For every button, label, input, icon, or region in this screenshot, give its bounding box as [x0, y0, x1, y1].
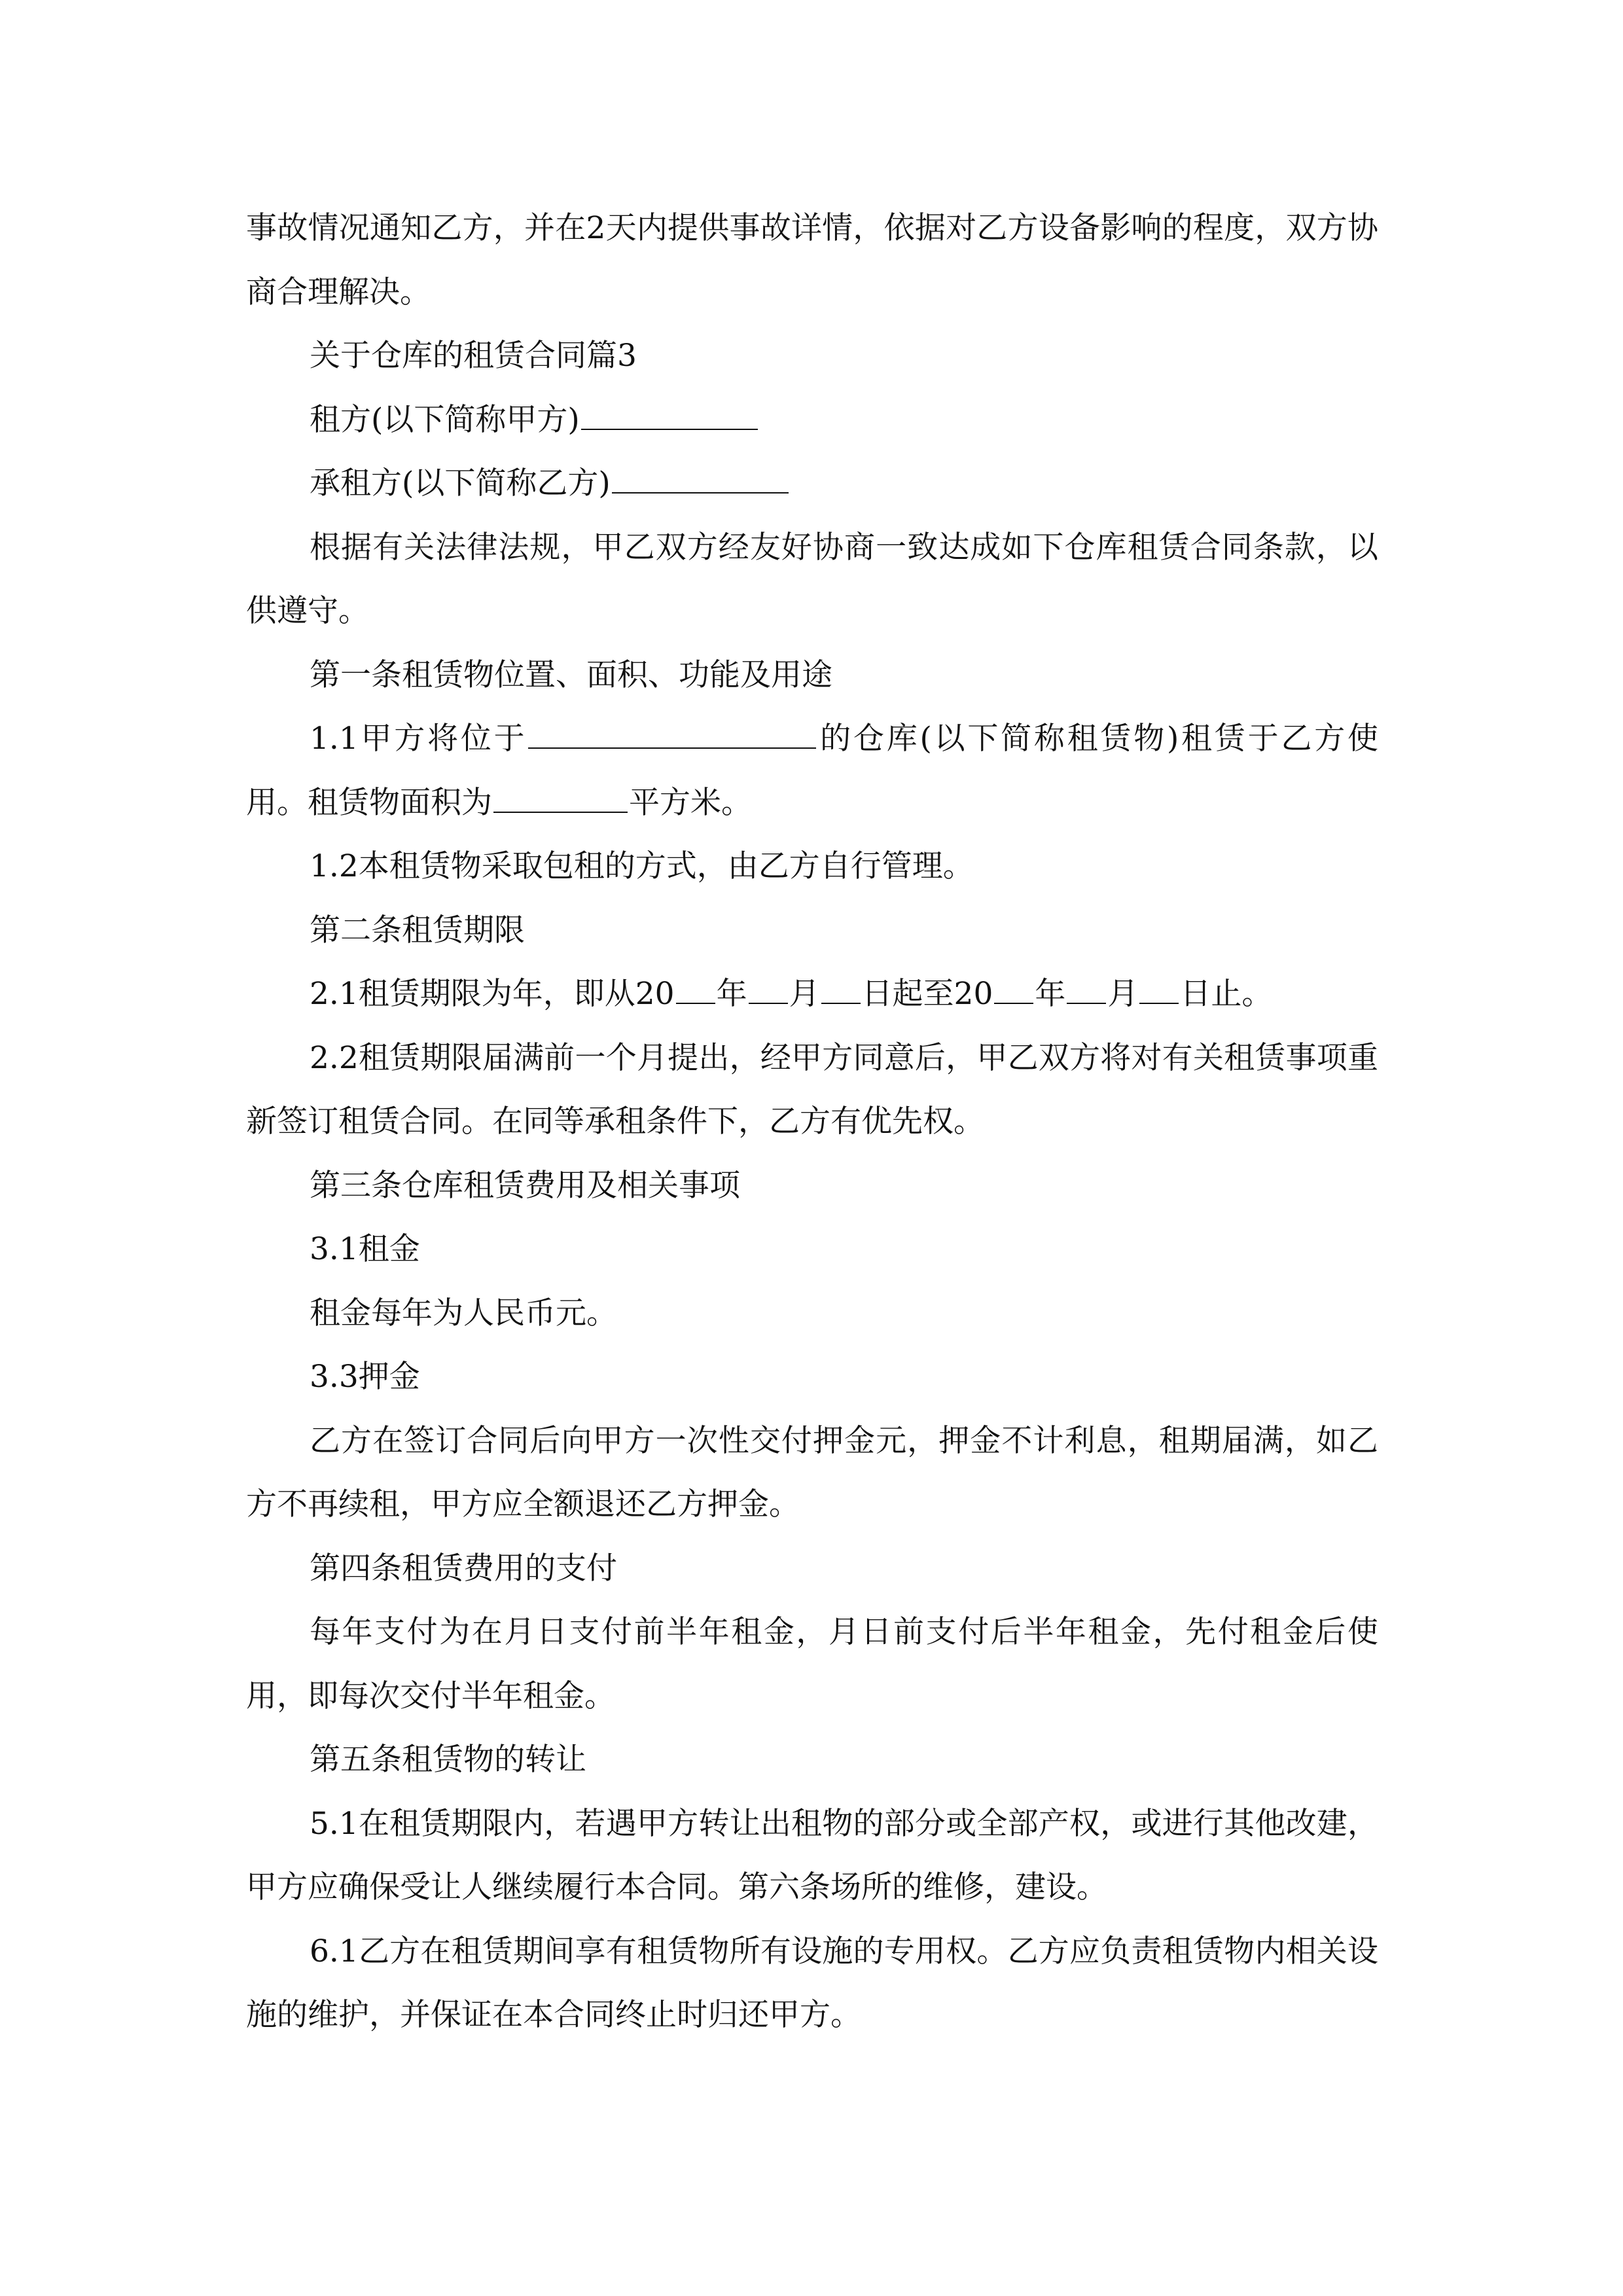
paragraph: 乙方在签订合同后向甲方一次性交付押金元，押金不计利息，租期届满，如乙方不再续租，甲方应全额退还乙方押金。 [246, 1422, 1378, 1522]
paragraph: 租金每年为人民币元。 [310, 1295, 617, 1331]
paragraph: 每年支付为在月日支付前半年租金，月日前支付后半年租金，先付租金后使用，即每次交付半年租金。 [246, 1614, 1378, 1714]
clause-text: 月 [789, 976, 820, 1012]
day-blank [1139, 972, 1179, 1004]
clause-6-1: 6.1乙方在租赁期间享有租赁物所有设施的专用权。乙方应负责租赁物内相关设施的维护，并保证在本合同终止时归还甲方。 [246, 1933, 1378, 2033]
article-heading: 第二条租赁期限 [310, 912, 525, 948]
paragraph: 根据有关法律法规，甲乙双方经友好协商一致达成如下仓库租赁合同条款，以供遵守。 [246, 529, 1378, 629]
clause-2-1 [246, 962, 1378, 1026]
clause-text: 年 [1035, 976, 1066, 1012]
year-blank [994, 972, 1033, 1004]
lessor-label: 租方(以下简称甲方) [310, 401, 580, 438]
section-heading: 关于仓库的租赁合同篇3 [310, 338, 637, 374]
lessee-line [246, 452, 1378, 516]
clause-2-2: 2.2租赁期限届满前一个月提出，经甲方同意后，甲乙双方将对有关租赁事项重新签订租赁合同。在同等承租条件下，乙方有优先权。 [246, 1039, 1378, 1139]
lessee-label: 承租方(以下简称乙方) [310, 465, 611, 501]
clause-text: 2.1租赁期限为年，即从20 [310, 976, 675, 1012]
month-blank [749, 972, 788, 1004]
article-heading: 第五条租赁物的转让 [310, 1742, 586, 1778]
article-heading: 第四条租赁费用的支付 [310, 1550, 617, 1587]
day-blank [821, 972, 861, 1004]
location-blank [528, 717, 816, 749]
clause-text: 月 [1107, 976, 1139, 1012]
clause-text: 1.1甲方将位于 [310, 721, 527, 757]
clause-3-3: 3.3押金 [310, 1359, 420, 1395]
clause-1-2: 1.2本租赁物采取包租的方式，由乙方自行管理。 [310, 848, 974, 884]
clause-text: 的仓库(以下简称租赁物)租赁于乙方使用。租赁物面积为 [246, 721, 1378, 821]
clause-text: 年 [716, 976, 747, 1012]
clause-text: 平方米。 [629, 784, 752, 821]
lessor-line [246, 388, 1378, 452]
lessor-blank [581, 398, 758, 430]
lessee-blank [612, 461, 789, 493]
paragraph: 事故情况通知乙方，并在2天内提供事故详情，依据对乙方设备影响的程度，双方协商合理解决。 [246, 210, 1378, 310]
area-blank [493, 781, 628, 813]
document-body [246, 196, 1378, 2047]
article-heading: 第三条仓库租赁费用及相关事项 [310, 1167, 740, 1204]
month-blank [1067, 972, 1106, 1004]
clause-1-1 [246, 707, 1378, 834]
article-heading: 第一条租赁物位置、面积、功能及用途 [310, 656, 832, 693]
clause-text: 日止。 [1180, 976, 1273, 1012]
clause-text: 日起至20 [861, 976, 993, 1012]
year-blank [676, 972, 715, 1004]
clause-3-1: 3.1租金 [310, 1231, 420, 1267]
clause-5-1: 5.1在租赁期限内，若遇甲方转让出租物的部分或全部产权，或进行其他改建，甲方应确保受让人继续履行本合同。第六条场所的维修，建设。 [246, 1805, 1378, 1905]
